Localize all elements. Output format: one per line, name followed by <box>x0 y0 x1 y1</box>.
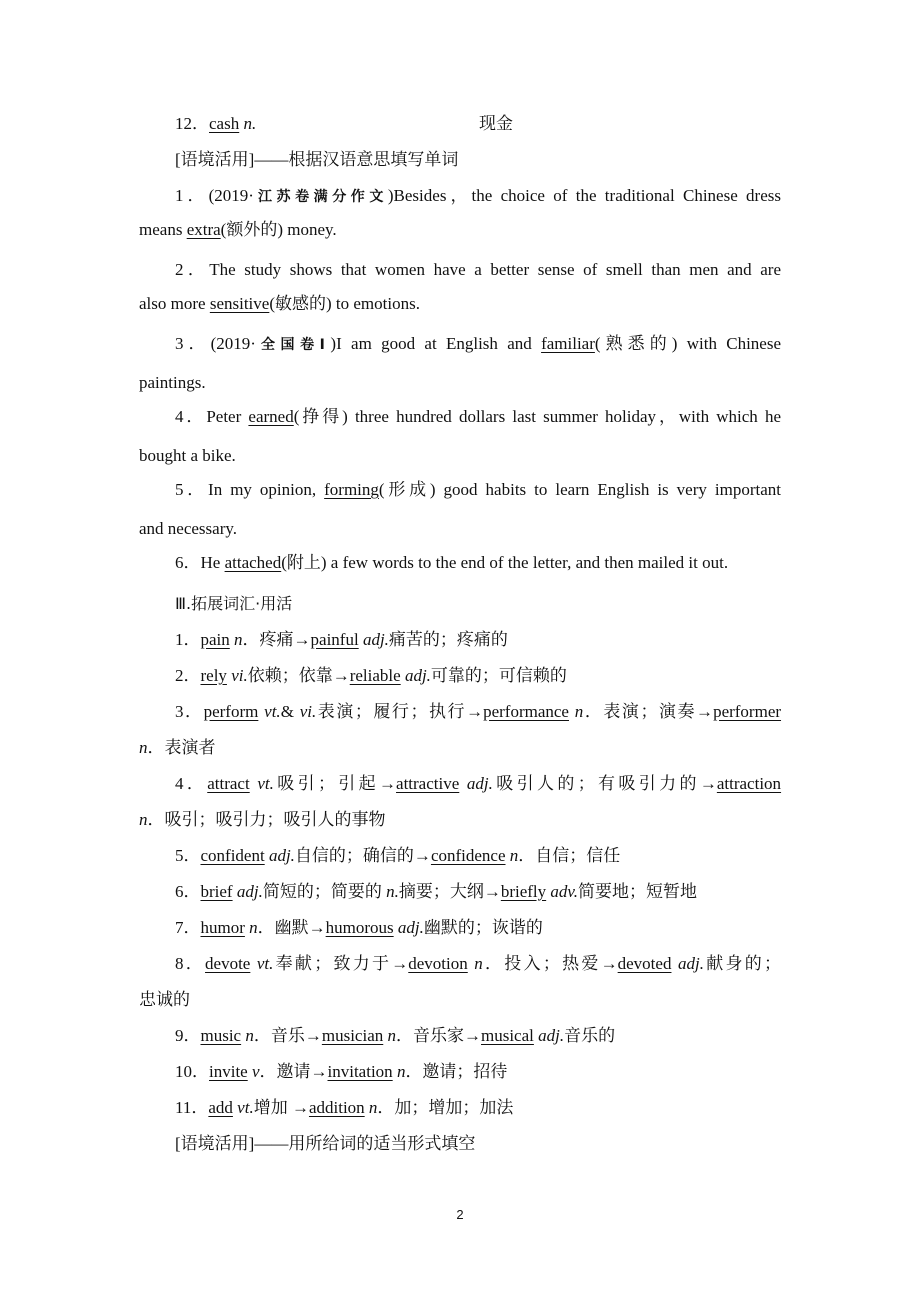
vocab-item-3-line2: n．表演者 <box>139 738 216 757</box>
sentence-3-line2: paintings. <box>139 373 206 392</box>
vocab-item-2: 2．rely vi.依赖；依靠→reliable adj.可靠的；可信赖的 <box>175 666 567 685</box>
sentence-4-line1: 4．Peter earned(挣得) three hundred dollars last summer holiday，with which he <box>175 407 781 426</box>
vocab-item-4-line1: 4．attract vt.吸引；引起→attractive adj.吸引人的；有吸引力的→attraction <box>175 774 782 793</box>
source-label: 全国卷Ⅰ <box>255 337 331 353</box>
sentence-4-line2: bought a bike. <box>139 446 236 465</box>
vocab-item-7: 7．humor n．幽默→humorous adj.幽默的；诙谐的 <box>175 918 543 937</box>
vocab-word: cash <box>209 114 240 133</box>
answer: extra <box>186 220 221 239</box>
sentence-6: 6．He attached(附上) a few words to the end of the letter, and then mailed it out. <box>175 553 729 572</box>
sentence-1-line1: 1．(2019·江苏卷满分作文)Besides，the choice of the traditional Chinese dress <box>175 186 781 205</box>
answer: attached <box>224 553 282 572</box>
section-title-expand-vocab: Ⅲ.拓展词汇·用活 <box>175 594 293 613</box>
sentence-2-line2: also more sensitive(敏感的) to emotions. <box>139 294 420 313</box>
section-header-fill-words: [语境活用]——根据汉语意思填写单词 <box>175 150 459 169</box>
sentence-3-line1: 3．(2019·全国卷Ⅰ)I am good at English and familiar(熟悉的) with Chinese <box>175 334 782 353</box>
vocab-item-11: 11．add vt.增加 →addition n．加；增加；加法 <box>175 1098 514 1117</box>
vocab-item-1: 1．pain n．疼痛→painful adj.痛苦的；疼痛的 <box>175 630 508 649</box>
vocab-item-9: 9．music n．音乐→musician n．音乐家→musical adj.音乐的 <box>175 1026 616 1045</box>
vocab-item-6: 6．brief adj.简短的；简要的 n.摘要；大纲→briefly adv.简要地；短暂地 <box>175 882 697 901</box>
answer: sensitive <box>209 294 270 313</box>
vocab-meaning: 现金 <box>479 114 513 133</box>
vocab-item-12: 12．cash n. <box>175 114 257 133</box>
vocab-item-3-line1: 3．perform vt.& vi.表演；履行；执行→performance n．表演；演奏→performer <box>175 702 782 721</box>
answer: earned <box>248 407 294 426</box>
section-header-fill-forms: [语境活用]——用所给词的适当形式填空 <box>175 1134 476 1153</box>
vocab-item-5: 5．confident adj.自信的；确信的→confidence n．自信；信任 <box>175 846 621 865</box>
sentence-1-line2: means extra(额外的) money. <box>139 220 337 239</box>
sentence-5-line1: 5．In my opinion, forming(形成) good habits to learn English is very important <box>175 480 781 499</box>
answer: familiar <box>541 334 595 353</box>
answer: forming <box>324 480 379 499</box>
vocab-item-8-line2: 忠诚的 <box>139 990 190 1009</box>
sentence-5-line2: and necessary. <box>139 519 238 538</box>
page-number: 2 <box>456 1207 464 1222</box>
vocab-item-8-line1: 8．devote vt.奉献；致力于→devotion n．投入；热爱→devoted adj.献身的； <box>175 954 782 973</box>
vocab-item-4-line2: n．吸引；吸引力；吸引人的事物 <box>139 810 386 829</box>
vocab-item-10: 10．invite v．邀请→invitation n．邀请；招待 <box>175 1062 508 1081</box>
source-label: 江苏卷满分作文 <box>253 189 388 205</box>
sentence-2-line1: 2．The study shows that women have a better sense of smell than men and are <box>175 260 782 279</box>
